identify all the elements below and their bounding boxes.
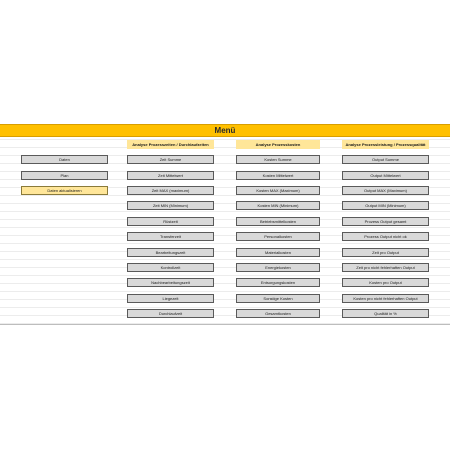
cost-mean-button[interactable]: Kosten Mittelwert <box>236 171 320 180</box>
output-not-ok-button[interactable]: Prozess Output nicht ok <box>342 232 429 241</box>
header-process-costs: Analyse Prozesskosten <box>236 140 320 149</box>
equipment-cost-button[interactable]: Betriebsmittelkosten <box>236 217 320 226</box>
cost-sum-button[interactable]: Kosten Summe <box>236 155 320 164</box>
setup-time-button[interactable]: Rüstzeit <box>127 217 214 226</box>
inspection-time-button[interactable]: Kontrollzeit <box>127 263 214 272</box>
cost-per-output-button[interactable]: Kosten pro Output <box>342 278 429 287</box>
disposal-cost-button[interactable]: Entsorgungskosten <box>236 278 320 287</box>
processing-time-button[interactable]: Bearbeitungszeit <box>127 248 214 257</box>
material-cost-button[interactable]: Materialkosten <box>236 248 320 257</box>
cost-per-good-output-button[interactable]: Kosten pro nicht fehlerhaften Output <box>342 294 429 303</box>
output-min-button[interactable]: Output MIN (Minimum) <box>342 201 429 210</box>
output-sum-button[interactable]: Output Summe <box>342 155 429 164</box>
time-sum-button[interactable]: Zeit Summe <box>127 155 214 164</box>
time-max-button[interactable]: Zeit MAX (maximum) <box>127 186 214 195</box>
time-mean-button[interactable]: Zeit Mittelwert <box>127 171 214 180</box>
time-per-output-button[interactable]: Zeit pro Output <box>342 248 429 257</box>
total-cost-button[interactable]: Gesamtkosten <box>236 309 320 318</box>
time-per-good-output-button[interactable]: Zeit pro nicht fehlerhaften Output <box>342 263 429 272</box>
plan-button[interactable]: Plan <box>21 171 108 180</box>
cost-min-button[interactable]: Kosten MIN (Minimum) <box>236 201 320 210</box>
total-output-button[interactable]: Prozess Output gesamt <box>342 217 429 226</box>
rework-time-button[interactable]: Nachbearbeitungszeit <box>127 278 214 287</box>
cost-max-button[interactable]: Kosten MAX (Maximum) <box>236 186 320 195</box>
transfer-time-button[interactable]: Transferzeit <box>127 232 214 241</box>
menu-title: Menü <box>0 124 450 137</box>
time-min-button[interactable]: Zeit MIN (Minimum) <box>127 201 214 210</box>
output-max-button[interactable]: Output MAX (Maximum) <box>342 186 429 195</box>
energy-cost-button[interactable]: Energiekosten <box>236 263 320 272</box>
output-mean-button[interactable]: Output Mittelwert <box>342 171 429 180</box>
quality-percent-button[interactable]: Qualität in % <box>342 309 429 318</box>
header-process-times: Analyse Prozesszeiten / Durchlaufzeiten <box>127 140 214 149</box>
data-button[interactable]: Daten <box>21 155 108 164</box>
header-process-performance: Analyse Prozessleistung / Prozessqualität <box>342 140 429 149</box>
lead-time-button[interactable]: Durchlaufzeit <box>127 309 214 318</box>
personnel-cost-button[interactable]: Personalkosten <box>236 232 320 241</box>
refresh-data-button[interactable]: Daten aktualisieren <box>21 186 108 195</box>
other-cost-button[interactable]: Sonstige Kosten <box>236 294 320 303</box>
idle-time-button[interactable]: Liegezeit <box>127 294 214 303</box>
